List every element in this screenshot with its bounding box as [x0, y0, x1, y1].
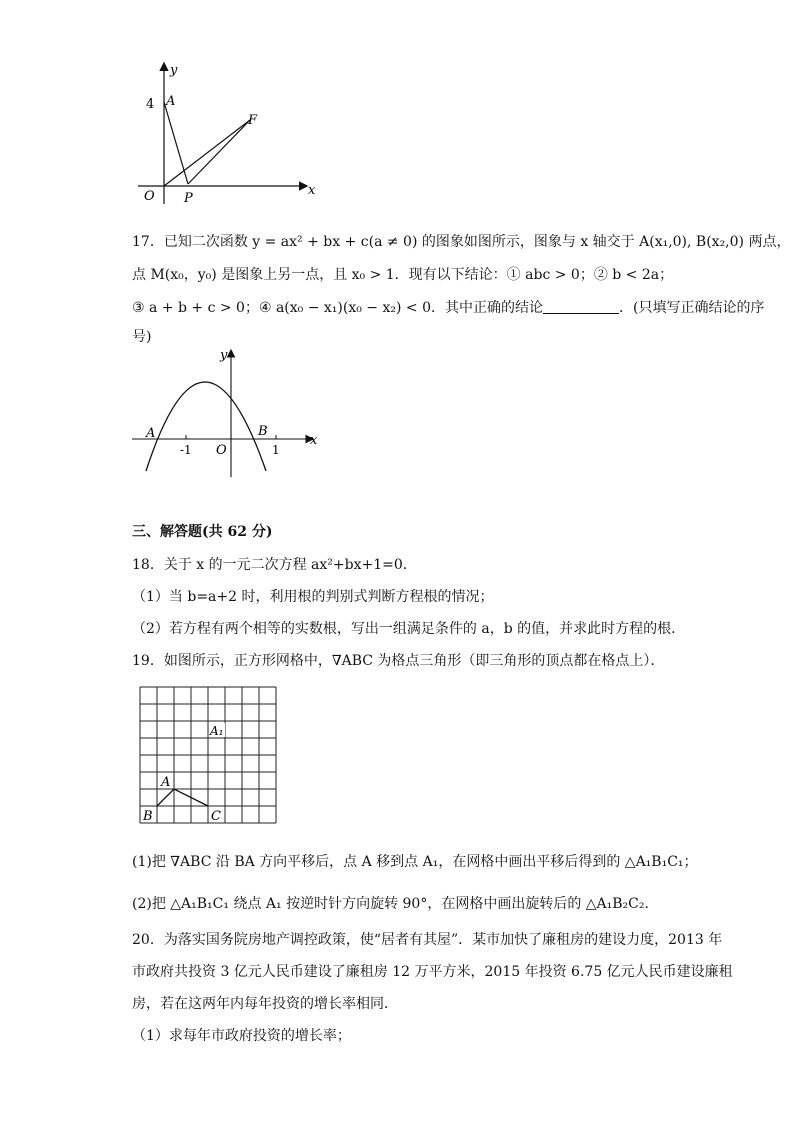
q17-line4: 号): [132, 329, 152, 345]
point-a-label: A: [166, 94, 176, 109]
q17-line3: [132, 298, 764, 318]
q18-part2: （2）若方程有两个相等的实数根，写出一组满足条件的 a，b 的值，并求此时方程的根．: [132, 621, 686, 637]
tick-4-label: 4: [146, 97, 155, 112]
q20-line2: 市政府共投资 3 亿元人民币建设了廉租房 12 万平方米，2015 年投资 6.75 亿元人民币建设廉租: [132, 964, 733, 980]
q18-stem: 18．关于 x 的一元二次方程 ax²+bx+1=0．: [132, 557, 417, 573]
q20-line3: 房，若在这两年内每年投资的增长率相同．: [132, 996, 398, 1012]
q19-part2: (2)把 △A₁B₁C₁ 绕点 A₁ 按逆时针方向旋转 90°，在网格中画出旋转后的 △A₁B₂C₂．: [132, 896, 659, 912]
q20-part1: （1）求每年市政府投资的增长率；: [132, 1028, 351, 1044]
q20-line1: 20．为落实国务院房地产调控政策，使“居者有其屋”．某市加快了廉租房的建设力度，2013 年: [132, 932, 723, 948]
q17-line3-tail: ．(只填写正确结论的序: [618, 300, 765, 316]
q19-stem: 19．如图所示，正方形网格中，∇ABC 为格点三角形（即三角形的顶点都在格点上）．: [132, 653, 665, 669]
q19-part1: (1)把 ∇ABC 沿 BA 方向平移后，点 A 移到点 A₁，在网格中画出平移后得到的 △A₁B₁C₁；: [132, 854, 698, 870]
point-p-label: P: [184, 191, 193, 206]
grid-label-a1: A₁: [210, 724, 224, 738]
graph-x-label: x: [310, 433, 318, 448]
parabola-graph: [128, 345, 328, 480]
segment-pf: [188, 120, 250, 184]
graph-origin-label: O: [216, 443, 227, 458]
graph-point-a-label: A: [146, 426, 156, 441]
origin-label: O: [144, 189, 155, 204]
segment-ap: [164, 102, 188, 184]
square-grid: [138, 686, 280, 826]
point-f-label: F: [248, 113, 258, 128]
q17-line3-text: ③ a + b + c > 0；④ a(x₀ − x₁)(x₀ − x₂) < 0．其中正确的结论: [132, 300, 543, 316]
triangle-abc: [157, 789, 208, 806]
q18-part1: （1）当 b=a+2 时，利用根的判别式判断方程根的情况；: [132, 589, 494, 605]
q17-line1: 17．已知二次函数 y = ax² + bx + c(a ≠ 0) 的图象如图所示，图象与 x 轴交于 A(x₁,0), B(x₂,0) 两点，: [132, 234, 791, 250]
q17-line2: 点 M(x₀，y₀) 是图象上另一点，且 x₀ > 1．现有以下结论：① abc > 0；② b < 2a；: [132, 267, 674, 283]
graph-tick-1-label: 1: [272, 443, 280, 457]
y-axis-label: y: [170, 63, 178, 78]
x-axis-label: x: [308, 183, 316, 198]
grid-label-c: C: [211, 809, 221, 824]
graph-tick-neg1-label: -1: [180, 443, 192, 457]
segment-of: [164, 120, 250, 186]
answer-blank[interactable]: [543, 299, 619, 314]
grid-label-a: A: [161, 775, 171, 790]
section-3-title: 三、解答题(共 62 分): [132, 524, 273, 540]
parabola-curve: [146, 382, 266, 471]
graph-point-b-label: B: [258, 424, 268, 439]
figure-16: [130, 58, 330, 208]
grid-label-b: B: [143, 809, 153, 824]
graph-y-label: y: [220, 348, 228, 363]
